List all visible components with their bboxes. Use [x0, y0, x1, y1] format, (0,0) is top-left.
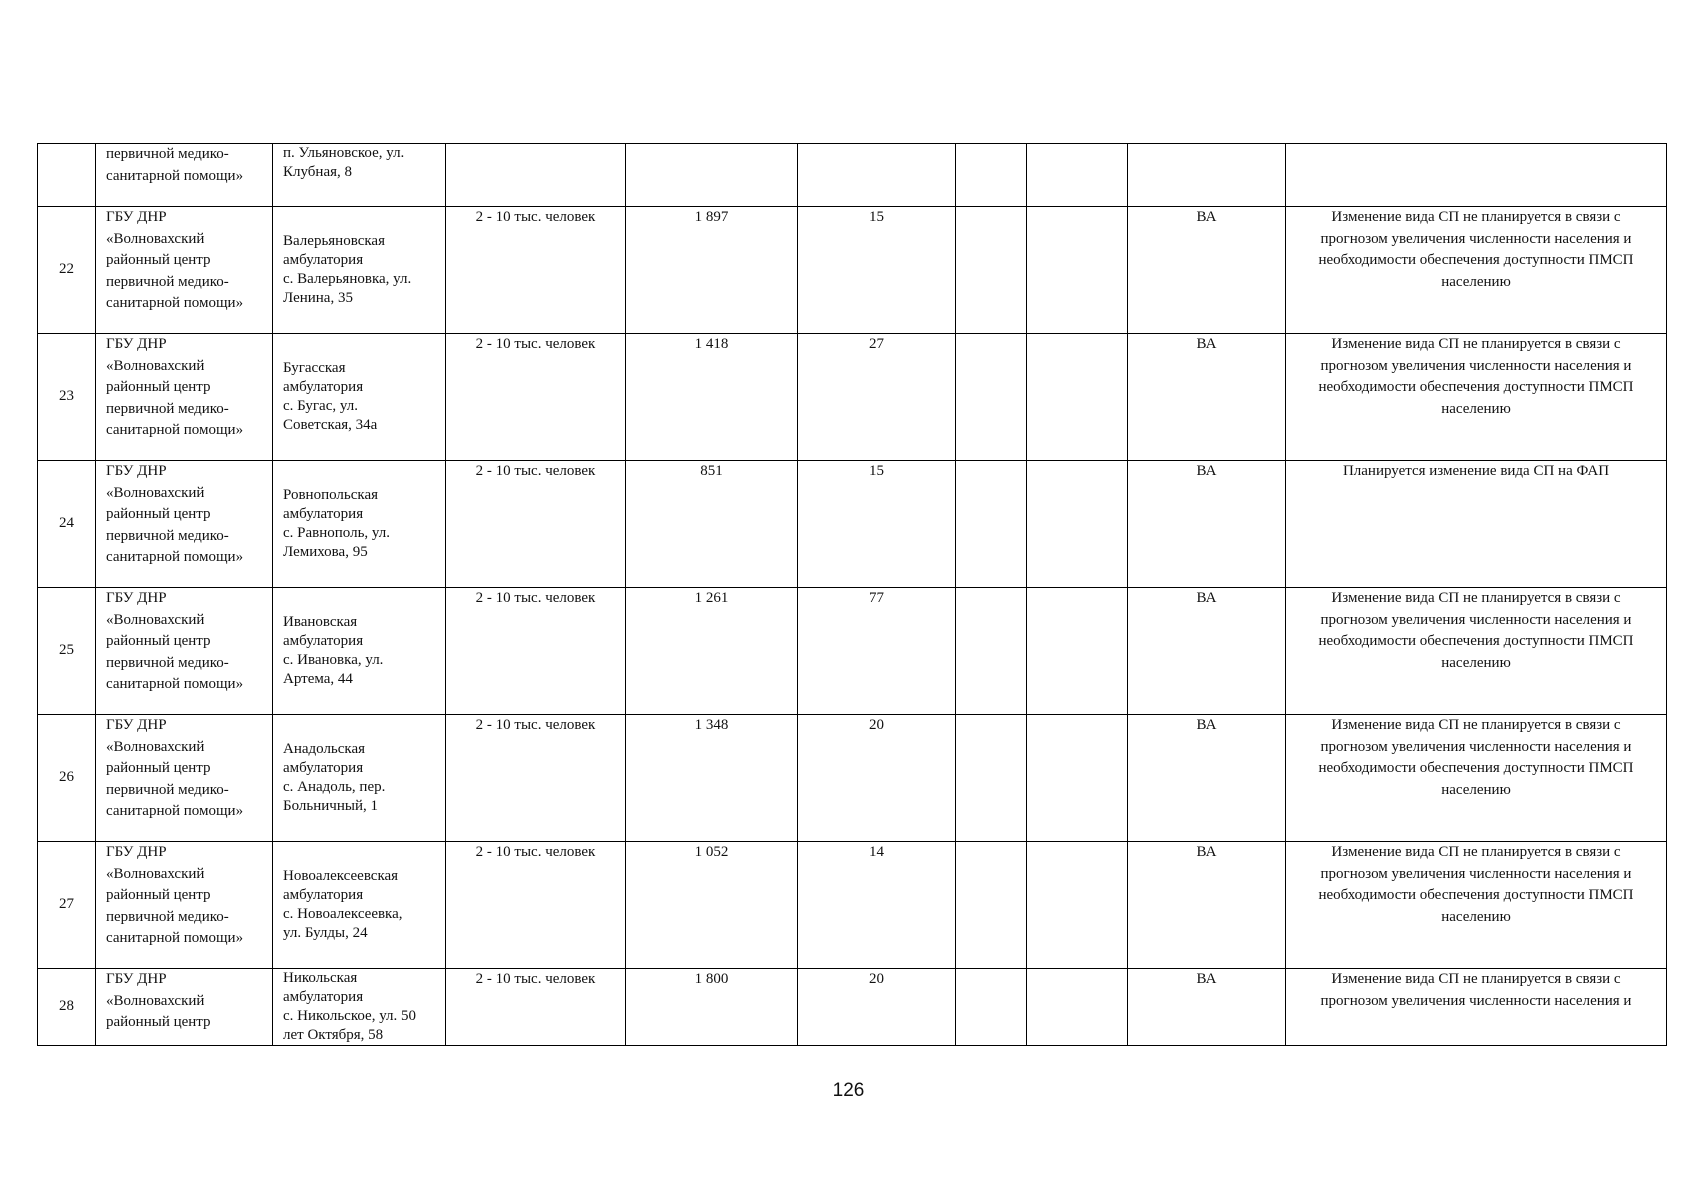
organization-cell-line: санитарной помощи» [106, 930, 244, 946]
organization-cell [96, 334, 273, 461]
row-number: 23 [38, 334, 96, 461]
note-cell: Изменение вида СП не планируется в связи с прогнозом увеличения численности населения и необходимости обеспечения доступности ПМСП населению [1286, 588, 1667, 715]
facility-cell [273, 334, 446, 461]
empty-cell [956, 969, 1027, 1046]
facility-cell-line: с. Ивановка, ул. [283, 652, 384, 668]
facility-cell [273, 969, 446, 1046]
facility-cell-line: амбулатория [283, 887, 364, 903]
empty-cell [1027, 969, 1128, 1046]
facility-cell-line: Ивановская [283, 614, 358, 630]
facility-cell-line: Никольская [283, 970, 358, 986]
empty-cell [956, 144, 1027, 207]
population-group-cell: 2 - 10 тыс. человек [446, 461, 626, 588]
attached-count-cell: 14 [798, 842, 956, 969]
organization-cell-line: ГБУ ДНР [106, 844, 167, 860]
row-number: 26 [38, 715, 96, 842]
facility-type-cell: ВА [1128, 715, 1286, 842]
attached-count-cell: 15 [798, 207, 956, 334]
empty-cell [1027, 207, 1128, 334]
organization-cell-line: «Волновахский [106, 865, 205, 882]
facility-cell-line: Валерьяновская [283, 233, 385, 249]
row-number [38, 144, 96, 207]
facility-cell-line: с. Равнополь, ул. [283, 525, 390, 541]
facility-cell [273, 715, 446, 842]
facility-cell-line: с. Бугас, ул. [283, 398, 358, 414]
residents-count-cell: 1 418 [626, 334, 798, 461]
facility-type-cell: ВА [1128, 461, 1286, 588]
organization-cell-line: ГБУ ДНР [106, 336, 167, 352]
table-row [38, 588, 1667, 715]
facility-cell [273, 588, 446, 715]
empty-cell [1027, 144, 1128, 207]
facility-cell-line: амбулатория [283, 760, 364, 776]
attached-count-cell: 27 [798, 334, 956, 461]
organization-cell [96, 842, 273, 969]
table-body [38, 144, 1667, 1046]
organization-cell-line: районный центр [106, 506, 211, 522]
population-group-cell: 2 - 10 тыс. человек [446, 207, 626, 334]
facility-cell-line: ул. Булды, 24 [283, 925, 368, 941]
facility-cell-line: лет Октября, 58 [283, 1027, 384, 1043]
note-cell [1286, 144, 1667, 207]
empty-cell [956, 588, 1027, 715]
organization-cell-line: «Волновахский [106, 484, 205, 501]
facility-cell-line: амбулатория [283, 989, 364, 1005]
facility-type-cell: ВА [1128, 969, 1286, 1046]
table-row [38, 969, 1667, 1046]
note-cell: Планируется изменение вида СП на ФАП [1286, 461, 1667, 588]
population-group-cell: 2 - 10 тыс. человек [446, 588, 626, 715]
facility-cell-line: Лемихова, 95 [283, 544, 368, 560]
facility-cell-line: с. Новоалексеевка, [283, 906, 403, 922]
organization-cell [96, 588, 273, 715]
organization-cell-line: первичной медико- [106, 781, 229, 798]
table-row [38, 461, 1667, 588]
organization-cell-line: «Волновахский [106, 611, 205, 628]
facility-cell [273, 842, 446, 969]
facility-type-cell [1128, 144, 1286, 207]
organization-cell [96, 144, 273, 207]
row-number: 28 [38, 969, 96, 1046]
facility-cell-line: Ровнопольская [283, 487, 379, 503]
organization-cell-line: ГБУ ДНР [106, 463, 167, 479]
organization-cell-line: районный центр [106, 633, 211, 649]
empty-cell [956, 842, 1027, 969]
row-number: 25 [38, 588, 96, 715]
empty-cell [956, 207, 1027, 334]
organization-cell-line: «Волновахский [106, 738, 205, 755]
empty-cell [1027, 715, 1128, 842]
facility-cell-line: Новоалексеевская [283, 868, 399, 884]
organization-cell-line: ГБУ ДНР [106, 717, 167, 733]
empty-cell [956, 461, 1027, 588]
note-cell: Изменение вида СП не планируется в связи с прогнозом увеличения численности населения и [1286, 969, 1667, 1046]
residents-count-cell: 1 052 [626, 842, 798, 969]
organization-cell-line: районный центр [106, 252, 211, 268]
facility-cell-line: Больничный, 1 [283, 798, 378, 814]
organization-cell-line: районный центр [106, 1014, 211, 1030]
residents-count-cell: 1 261 [626, 588, 798, 715]
residents-count-cell: 1 897 [626, 207, 798, 334]
facility-cell-line: Советская, 34а [283, 417, 378, 433]
population-group-cell: 2 - 10 тыс. человек [446, 715, 626, 842]
facility-cell-line: амбулатория [283, 633, 364, 649]
facilities-table [37, 143, 1667, 1046]
attached-count-cell: 20 [798, 715, 956, 842]
organization-cell-line: санитарной помощи» [106, 295, 244, 311]
table-row [38, 842, 1667, 969]
facility-cell-line: с. Валерьяновка, ул. [283, 271, 412, 287]
facility-type-cell: ВА [1128, 842, 1286, 969]
page-number: 126 [832, 1080, 865, 1101]
organization-cell [96, 461, 273, 588]
facility-cell [273, 144, 446, 207]
organization-cell-line: первичной медико- [106, 527, 229, 544]
note-cell: Изменение вида СП не планируется в связи с прогнозом увеличения численности населения и необходимости обеспечения доступности ПМСП населению [1286, 842, 1667, 969]
organization-cell [96, 969, 273, 1046]
table-row [38, 334, 1667, 461]
organization-cell [96, 207, 273, 334]
facility-cell [273, 207, 446, 334]
facility-cell-line: Клубная, 8 [283, 164, 353, 180]
organization-cell-line: санитарной помощи» [106, 803, 244, 819]
residents-count-cell: 1 800 [626, 969, 798, 1046]
table-row [38, 715, 1667, 842]
row-number: 24 [38, 461, 96, 588]
population-group-cell: 2 - 10 тыс. человек [446, 842, 626, 969]
organization-cell-line: ГБУ ДНР [106, 971, 167, 987]
organization-cell-line: районный центр [106, 887, 211, 903]
organization-cell-line: ГБУ ДНР [106, 209, 167, 225]
facility-cell-line: п. Ульяновское, ул. [283, 145, 405, 161]
organization-cell-line: ГБУ ДНР [106, 590, 167, 606]
residents-count-cell [626, 144, 798, 207]
facility-cell-line: амбулатория [283, 252, 364, 268]
attached-count-cell: 20 [798, 969, 956, 1046]
row-number: 27 [38, 842, 96, 969]
facility-type-cell: ВА [1128, 334, 1286, 461]
organization-cell-line: первичной медико- [106, 400, 229, 417]
note-cell: Изменение вида СП не планируется в связи с прогнозом увеличения численности населения и необходимости обеспечения доступности ПМСП населению [1286, 334, 1667, 461]
organization-cell-line: первичной медико- [106, 908, 229, 925]
attached-count-cell [798, 144, 956, 207]
organization-cell-line: «Волновахский [106, 992, 205, 1009]
facility-cell-line: с. Никольское, ул. 50 [283, 1008, 417, 1024]
attached-count-cell: 15 [798, 461, 956, 588]
organization-cell-line: санитарной помощи» [106, 676, 244, 692]
organization-cell-line: районный центр [106, 379, 211, 395]
note-cell: Изменение вида СП не планируется в связи с прогнозом увеличения численности населения и необходимости обеспечения доступности ПМСП населению [1286, 207, 1667, 334]
organization-cell-line: районный центр [106, 760, 211, 776]
organization-cell-line: санитарной помощи» [106, 549, 244, 565]
residents-count-cell: 1 348 [626, 715, 798, 842]
organization-cell-line: первичной медико- [106, 146, 229, 162]
population-group-cell: 2 - 10 тыс. человек [446, 334, 626, 461]
empty-cell [1027, 588, 1128, 715]
facility-cell-line: амбулатория [283, 506, 364, 522]
note-cell: Изменение вида СП не планируется в связи с прогнозом увеличения численности населения и необходимости обеспечения доступности ПМСП населению [1286, 715, 1667, 842]
facility-cell-line: Анадольская [283, 741, 366, 757]
empty-cell [1027, 842, 1128, 969]
empty-cell [956, 715, 1027, 842]
row-number: 22 [38, 207, 96, 334]
facility-cell-line: с. Анадоль, пер. [283, 779, 386, 795]
organization-cell-line: «Волновахский [106, 230, 205, 247]
organization-cell-line: санитарной помощи» [106, 167, 244, 184]
table-row [38, 144, 1667, 207]
empty-cell [1027, 461, 1128, 588]
organization-cell-line: первичной медико- [106, 654, 229, 671]
facility-cell-line: Артема, 44 [283, 671, 353, 687]
facility-cell-line: Ленина, 35 [283, 290, 353, 306]
attached-count-cell: 77 [798, 588, 956, 715]
population-group-cell: 2 - 10 тыс. человек [446, 969, 626, 1046]
facility-cell-line: Бугасская [283, 360, 346, 376]
residents-count-cell: 851 [626, 461, 798, 588]
organization-cell [96, 715, 273, 842]
organization-cell-line: санитарной помощи» [106, 422, 244, 438]
facility-cell [273, 461, 446, 588]
organization-cell-line: первичной медико- [106, 273, 229, 290]
facility-cell-line: амбулатория [283, 379, 364, 395]
population-group-cell [446, 144, 626, 207]
empty-cell [956, 334, 1027, 461]
facility-type-cell: ВА [1128, 207, 1286, 334]
facility-type-cell: ВА [1128, 588, 1286, 715]
empty-cell [1027, 334, 1128, 461]
table-row [38, 207, 1667, 334]
organization-cell-line: «Волновахский [106, 357, 205, 374]
